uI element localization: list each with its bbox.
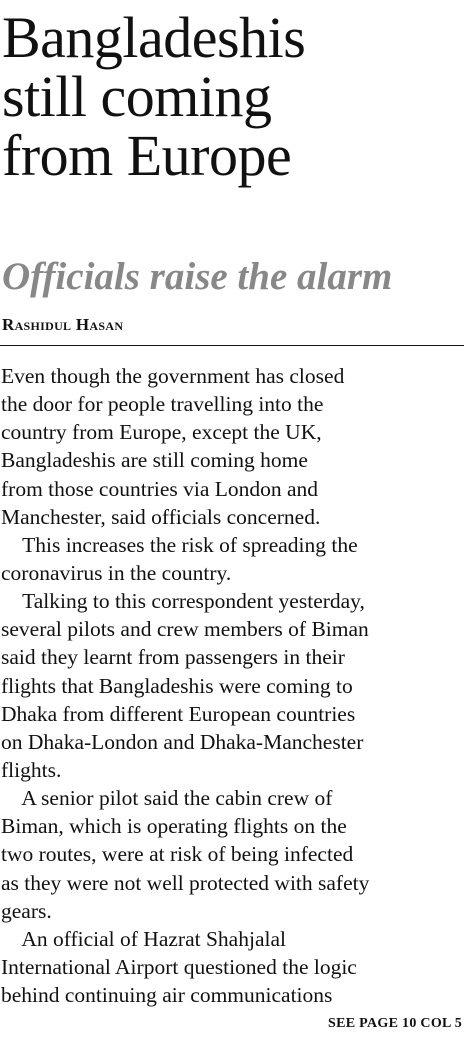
body-line: This increases the risk of spreading the — [1, 532, 358, 557]
article-body — [1, 362, 463, 1009]
continuation-jump-line: SEE PAGE 10 COL 5 — [328, 1016, 462, 1031]
body-line: two routes, were at risk of being infected — [1, 842, 354, 867]
body-line: flights. — [1, 757, 62, 782]
byline: Rashidul Hasan — [2, 315, 124, 334]
body-line: said they learnt from passengers in their — [1, 645, 345, 670]
headline-line: from Europe — [2, 123, 292, 188]
body-line: as they were not well protected with safety — [1, 870, 370, 895]
body-line: behind continuing air communications — [1, 983, 333, 1008]
subheadline: Officials raise the alarm — [2, 255, 393, 298]
body-line: Bangladeshis are still coming home — [1, 448, 308, 473]
byline-rule — [0, 345, 464, 346]
body-line: Manchester, said officials concerned. — [1, 504, 321, 529]
body-line: A senior pilot said the cabin crew of — [1, 786, 333, 811]
body-line: flights that Bangladeshis were coming to — [1, 673, 353, 698]
body-line: the door for people travelling into the — [1, 392, 324, 417]
body-line: gears. — [1, 898, 52, 923]
body-line: An official of Hazrat Shahjalal — [1, 926, 286, 951]
body-line: country from Europe, except the UK, — [1, 420, 322, 445]
headline-line: Bangladeshis — [2, 5, 306, 70]
body-line: International Airport questioned the logic — [1, 954, 357, 979]
headline — [2, 5, 464, 188]
body-line: coronavirus in the country. — [1, 560, 232, 585]
body-line: from those countries via London and — [1, 476, 319, 501]
body-line: several pilots and crew members of Biman — [1, 617, 369, 642]
body-line: Biman, which is operating flights on the — [1, 814, 347, 839]
body-line: Even though the government has closed — [1, 364, 345, 388]
body-line: on Dhaka-London and Dhaka-Manchester — [1, 729, 364, 754]
body-line: Dhaka from different European countries — [1, 701, 356, 726]
headline-line: still coming — [2, 64, 272, 129]
body-line: Talking to this correspondent yesterday, — [1, 589, 365, 614]
